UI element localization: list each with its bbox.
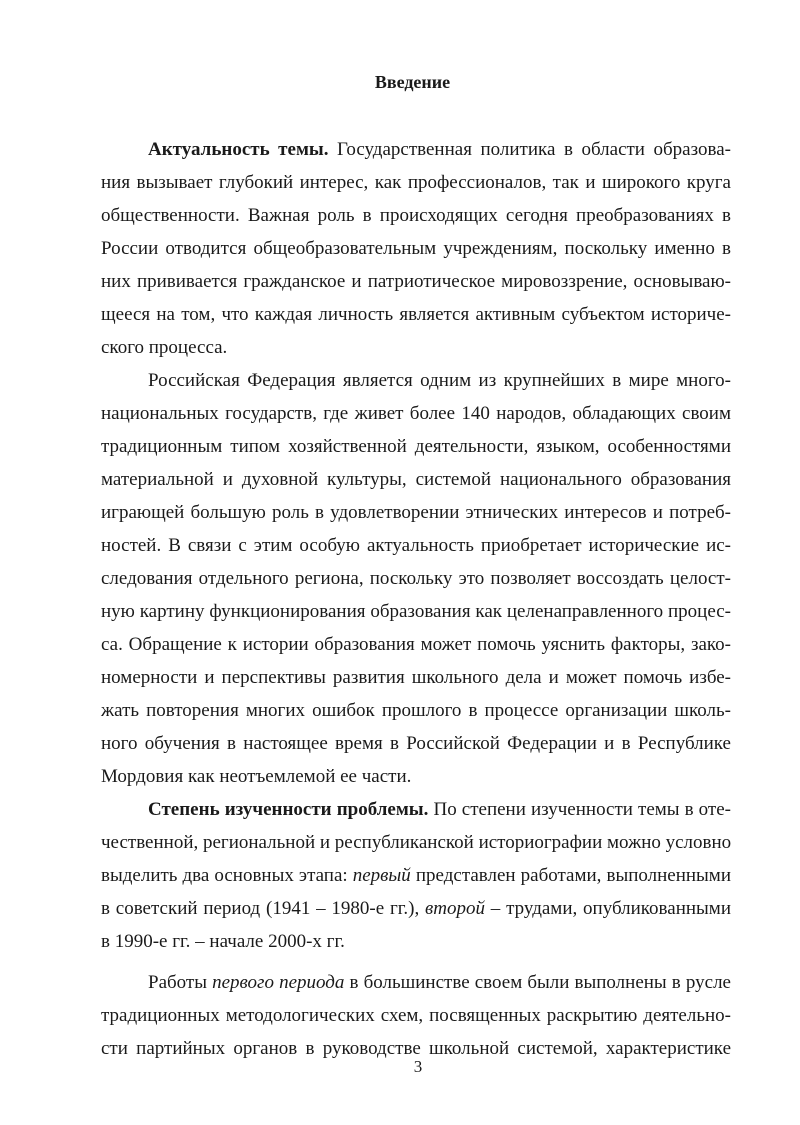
text-line: ского процесса. — [101, 337, 228, 358]
text-line: Степень изученности проблемы. По степени изученности темы в оте- — [148, 799, 731, 820]
text-line: Работы первого периода в большинстве своем были выполнены в русле — [148, 972, 731, 993]
text-line: ную картину функционирования образования как целенаправленного процес- — [101, 601, 731, 622]
text-line: следования отдельного региона, поскольку это позволяет воссоздать целост- — [101, 568, 731, 589]
text-line: Мордовия как неотъемлемой ее части. — [101, 766, 412, 787]
paragraph-study-degree — [101, 793, 731, 958]
emphasis-text: второй — [425, 898, 486, 919]
text-line: ния вызывает глубокий интерес, как профессионалов, так и широкого круга — [101, 172, 731, 193]
text-line: ностей. В связи с этим особую актуальность приобретает исторические ис- — [101, 535, 731, 556]
page-number: 3 — [413, 1057, 423, 1076]
text-line: жать повторения многих ошибок прошлого в процессе организации школь- — [101, 700, 731, 721]
text-line: выделить два основных этапа: первый представлен работами, выполненными — [101, 865, 731, 886]
text-line: са. Обращение к истории образования может помочь уяснить факторы, зако- — [101, 634, 731, 655]
text-line: традиционным типом хозяйственной деятельности, языком, особенностями — [101, 436, 731, 457]
text-line: в 1990-е гг. – начале 2000-х гг. — [101, 931, 345, 952]
text-line: сти партийных органов в руководстве школьной системой, характеристике — [101, 1038, 731, 1059]
text-line: России отводится общеобразовательным учреждениям, поскольку именно в — [101, 238, 731, 259]
text-line: щееся на том, что каждая личность является активным субъектом историче- — [101, 304, 731, 325]
text-line: Актуальность темы. Государственная политика в области образова- — [148, 139, 731, 160]
paragraph-heading: Актуальность темы. — [148, 139, 329, 160]
text-line: в советский период (1941 – 1980-е гг.), второй – трудами, опубликованными — [101, 898, 731, 919]
page-title: Введение — [374, 72, 451, 92]
emphasis-text: первого периода — [212, 972, 345, 993]
text-line: номерности и перспективы развития школьного дела и может помочь избе- — [101, 667, 731, 688]
paragraph-first-period — [101, 966, 731, 1065]
emphasis-text: первый — [352, 865, 411, 886]
text-line: Российская Федерация является одним из крупнейших в мире много- — [148, 370, 731, 391]
text-line: них прививается гражданское и патриотическое мировоззрение, основываю- — [101, 271, 731, 292]
paragraph-heading: Степень изученности проблемы. — [148, 799, 429, 820]
text-line: материальной и духовной культуры, системой национального образования — [101, 469, 731, 490]
text-line: национальных государств, где живет более 140 народов, обладающих своим — [101, 403, 731, 424]
paragraph-federation — [101, 364, 731, 793]
text-line: ного обучения в настоящее время в Российской Федерации и в Республике — [101, 733, 731, 754]
text-line: общественности. Важная роль в происходящих сегодня преобразованиях в — [101, 205, 731, 226]
text-line: традиционных методологических схем, посвященных раскрытию деятельно- — [101, 1005, 731, 1026]
paragraph-relevance — [101, 133, 731, 364]
body-text — [101, 133, 731, 1065]
text-line: чественной, региональной и республиканской историографии можно условно — [101, 832, 732, 853]
text-line: играющей большую роль в удовлетворении этнических интересов и потреб- — [101, 502, 731, 523]
